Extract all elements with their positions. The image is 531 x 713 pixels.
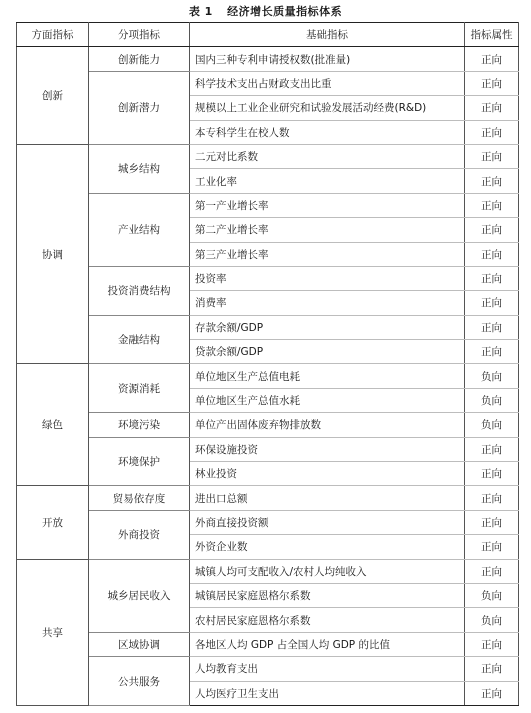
sub-indicator-cell: 创新潜力: [89, 71, 190, 144]
base-indicator-cell: 单位产出固体废弃物排放数: [190, 413, 465, 437]
header-attribute: 指标属性: [465, 23, 519, 47]
attribute-cell: 正向: [465, 96, 519, 120]
dimension-cell: 共享: [17, 559, 89, 705]
table-number: 表 1: [188, 5, 213, 18]
base-indicator-cell: 国内三种专利申请授权数(批准量): [190, 47, 465, 71]
table-row: [17, 413, 519, 437]
base-indicator-cell: 科学技术支出占财政支出比重: [190, 71, 465, 95]
table-row: [17, 144, 519, 168]
base-indicator-cell: 本专科学生在校人数: [190, 120, 465, 144]
attribute-cell: 负向: [465, 364, 519, 388]
base-indicator-cell: 消费率: [190, 291, 465, 315]
base-indicator-cell: 城镇人均可支配收入/农村人均纯收入: [190, 559, 465, 583]
table-row: [17, 315, 519, 339]
attribute-cell: 正向: [465, 535, 519, 559]
base-indicator-cell: 贷款余额/GDP: [190, 340, 465, 364]
attribute-cell: 正向: [465, 510, 519, 534]
attribute-cell: 正向: [465, 144, 519, 168]
attribute-cell: 正向: [465, 291, 519, 315]
sub-indicator-cell: 环境污染: [89, 413, 190, 437]
table-row: [17, 632, 519, 656]
sub-indicator-cell: 投资消费结构: [89, 266, 190, 315]
table-row: [17, 71, 519, 95]
base-indicator-cell: 第二产业增长率: [190, 218, 465, 242]
base-indicator-cell: 城镇居民家庭恩格尔系数: [190, 583, 465, 607]
attribute-cell: 正向: [465, 657, 519, 681]
base-indicator-cell: 存款余额/GDP: [190, 315, 465, 339]
table-row: [17, 47, 519, 71]
base-indicator-cell: 第三产业增长率: [190, 242, 465, 266]
attribute-cell: 正向: [465, 266, 519, 290]
attribute-cell: 正向: [465, 681, 519, 705]
base-indicator-cell: 林业投资: [190, 462, 465, 486]
base-indicator-cell: 投资率: [190, 266, 465, 290]
base-indicator-cell: 二元对比系数: [190, 144, 465, 168]
base-indicator-cell: 外商直接投资额: [190, 510, 465, 534]
table-row: [17, 657, 519, 681]
table-title: 经济增长质量指标体系: [227, 5, 343, 18]
base-indicator-cell: 进出口总额: [190, 486, 465, 510]
attribute-cell: 负向: [465, 413, 519, 437]
indicator-table: [16, 22, 519, 706]
dimension-cell: 创新: [17, 47, 89, 145]
sub-indicator-cell: 公共服务: [89, 657, 190, 706]
header-sub-indicator: 分项指标: [89, 23, 190, 47]
table-body: [17, 47, 519, 706]
attribute-cell: 正向: [465, 193, 519, 217]
table-caption: [0, 3, 531, 19]
table-row: [17, 486, 519, 510]
table-header-row: [17, 23, 519, 47]
attribute-cell: 正向: [465, 71, 519, 95]
table-row: [17, 364, 519, 388]
sub-indicator-cell: 城乡居民收入: [89, 559, 190, 632]
base-indicator-cell: 人均教育支出: [190, 657, 465, 681]
base-indicator-cell: 单位地区生产总值电耗: [190, 364, 465, 388]
attribute-cell: 正向: [465, 315, 519, 339]
attribute-cell: 正向: [465, 559, 519, 583]
attribute-cell: 正向: [465, 437, 519, 461]
table-row: [17, 510, 519, 534]
attribute-cell: 正向: [465, 218, 519, 242]
attribute-cell: 正向: [465, 47, 519, 71]
dimension-cell: 开放: [17, 486, 89, 559]
sub-indicator-cell: 金融结构: [89, 315, 190, 364]
table-row: [17, 437, 519, 461]
attribute-cell: 负向: [465, 608, 519, 632]
attribute-cell: 正向: [465, 486, 519, 510]
sub-indicator-cell: 资源消耗: [89, 364, 190, 413]
attribute-cell: 正向: [465, 340, 519, 364]
base-indicator-cell: 外资企业数: [190, 535, 465, 559]
header-base-indicator: 基础指标: [190, 23, 465, 47]
attribute-cell: 正向: [465, 632, 519, 656]
base-indicator-cell: 第一产业增长率: [190, 193, 465, 217]
base-indicator-cell: 人均医疗卫生支出: [190, 681, 465, 705]
table-row: [17, 559, 519, 583]
attribute-cell: 负向: [465, 583, 519, 607]
sub-indicator-cell: 区域协调: [89, 632, 190, 656]
sub-indicator-cell: 贸易依存度: [89, 486, 190, 510]
base-indicator-cell: 农村居民家庭恩格尔系数: [190, 608, 465, 632]
sub-indicator-cell: 外商投资: [89, 510, 190, 559]
sub-indicator-cell: 产业结构: [89, 193, 190, 266]
sub-indicator-cell: 环境保护: [89, 437, 190, 486]
attribute-cell: 正向: [465, 120, 519, 144]
base-indicator-cell: 工业化率: [190, 169, 465, 193]
base-indicator-cell: 规模以上工业企业研究和试验发展活动经费(R&D): [190, 96, 465, 120]
sub-indicator-cell: 创新能力: [89, 47, 190, 71]
dimension-cell: 协调: [17, 144, 89, 364]
header-dimension: 方面指标: [17, 23, 89, 47]
base-indicator-cell: 各地区人均 GDP 占全国人均 GDP 的比值: [190, 632, 465, 656]
attribute-cell: 正向: [465, 242, 519, 266]
table-row: [17, 266, 519, 290]
base-indicator-cell: 单位地区生产总值水耗: [190, 388, 465, 412]
attribute-cell: 负向: [465, 388, 519, 412]
attribute-cell: 正向: [465, 462, 519, 486]
base-indicator-cell: 环保设施投资: [190, 437, 465, 461]
table-row: [17, 193, 519, 217]
sub-indicator-cell: 城乡结构: [89, 144, 190, 193]
attribute-cell: 正向: [465, 169, 519, 193]
dimension-cell: 绿色: [17, 364, 89, 486]
